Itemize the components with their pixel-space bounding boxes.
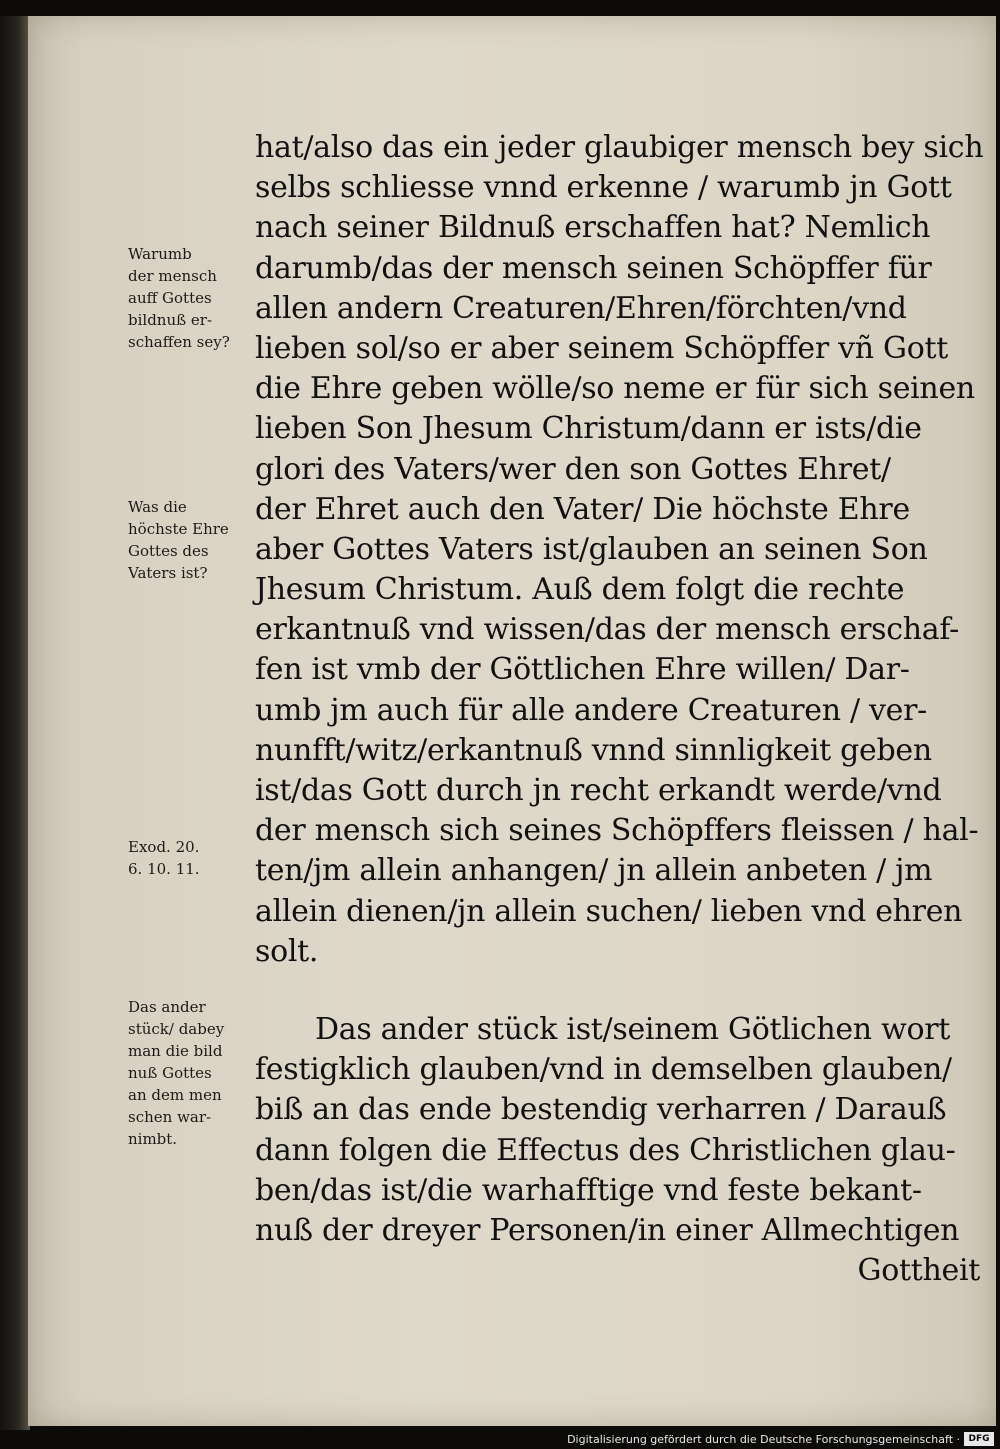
text-line: erkantnuß vnd wissen/das der mensch erschaf- bbox=[255, 612, 959, 648]
main-text-block bbox=[255, 128, 984, 1291]
dfg-logo-icon: DFG bbox=[964, 1432, 994, 1446]
footer-credit: Digitalisierung gefördert durch die Deutsche Forschungsgemeinschaft · bbox=[567, 1433, 960, 1446]
margin-note-line: höchste Ehre bbox=[128, 520, 229, 538]
text-line: solt. bbox=[255, 933, 319, 969]
text-line: aber Gottes Vaters ist/glauben an seinen Son bbox=[255, 531, 928, 567]
margin-note-hoechste-ehre bbox=[128, 496, 258, 584]
text-line: festigklich glauben/vnd in demselben glauben/ bbox=[255, 1052, 952, 1088]
text-line: nunfft/witz/erkantnuß vnnd sinnligkeit geben bbox=[255, 732, 932, 768]
margin-note-line: an dem men bbox=[128, 1086, 222, 1104]
text-line: ben/das ist/die warhafftige vnd feste bekant- bbox=[255, 1172, 922, 1208]
margin-note-line: Gottes des bbox=[128, 542, 209, 560]
text-line: biß an das ende bestendig verharren / Darauß bbox=[255, 1092, 947, 1128]
margin-note-line: Das ander bbox=[128, 998, 206, 1016]
margin-note-exod bbox=[128, 836, 258, 880]
text-line: umb jm auch für alle andere Creaturen / ver- bbox=[255, 692, 928, 728]
margin-note-line: Exod. 20. bbox=[128, 838, 200, 856]
paragraph-gap bbox=[255, 972, 980, 1010]
text-line: die Ehre geben wölle/so neme er für sich seinen bbox=[255, 371, 975, 407]
margin-note-line: man die bild bbox=[128, 1042, 223, 1060]
margin-note-line: Was die bbox=[128, 498, 187, 516]
catchword: Gottheit bbox=[857, 1253, 980, 1289]
text-line: allein dienen/jn allein suchen/ lieben vnd ehren bbox=[255, 893, 963, 929]
text-line: allen andern Creaturen/Ehren/förchten/vnd bbox=[255, 290, 907, 326]
margin-note-line: bildnuß er- bbox=[128, 311, 213, 329]
paragraph-2 bbox=[255, 1010, 980, 1291]
margin-note-line: nuß Gottes bbox=[128, 1064, 212, 1082]
text-line: ten/jm allein anhangen/ jn allein anbeten / jm bbox=[255, 853, 933, 889]
text-line: nach seiner Bildnuß erschaffen hat? Nemlich bbox=[255, 210, 931, 246]
text-line: hat/also das ein jeder glaubiger mensch bey sich bbox=[255, 130, 984, 165]
text-line: ist/das Gott durch jn recht erkandt werde/vnd bbox=[255, 773, 942, 808]
text-line: selbs schliesse vnnd erkenne / warumb jn Gott bbox=[255, 170, 952, 206]
text-line: der Ehret auch den Vater/ Die höchste Ehre bbox=[255, 491, 910, 527]
margin-note-line: 6. 10. 11. bbox=[128, 860, 200, 878]
margin-note-line: stück/ dabey bbox=[128, 1020, 225, 1038]
margin-note-warumb bbox=[128, 243, 258, 353]
text-line: nuß der dreyer Personen/in einer Allmechtigen bbox=[255, 1212, 960, 1248]
text-line: Das ander stück ist/seinem Götlichen wort bbox=[315, 1011, 951, 1047]
text-line: glori des Vaters/wer den son Gottes Ehret/ bbox=[255, 451, 891, 487]
text-line: lieben Son Jhesum Christum/dann er ists/die bbox=[255, 411, 922, 447]
margin-note-line: schen war- bbox=[128, 1108, 212, 1126]
margin-note-line: nimbt. bbox=[128, 1130, 178, 1148]
margin-note-ander-stueck bbox=[128, 996, 258, 1150]
book-gutter-shadow bbox=[0, 16, 30, 1436]
footer-bar bbox=[0, 1430, 1000, 1449]
paragraph-1 bbox=[255, 128, 984, 972]
margin-note-line: Warumb bbox=[128, 245, 192, 263]
text-line: fen ist vmb der Göttlichen Ehre willen/ Dar- bbox=[255, 652, 910, 688]
text-line: lieben sol/so er aber seinem Schöpffer vñ Gott bbox=[255, 330, 948, 366]
text-line: darumb/das der mensch seinen Schöpffer für bbox=[255, 250, 932, 286]
text-line: der mensch sich seines Schöpffers fleissen / hal- bbox=[255, 813, 979, 849]
margin-note-line: schaffen sey? bbox=[128, 333, 230, 351]
text-line: Jhesum Christum. Auß dem folgt die rechte bbox=[255, 572, 905, 608]
margin-note-line: Vaters ist? bbox=[128, 564, 208, 582]
margin-note-line: auff Gottes bbox=[128, 289, 212, 307]
text-line: dann folgen die Effectus des Christlichen glau- bbox=[255, 1132, 956, 1168]
margin-note-line: der mensch bbox=[128, 267, 217, 285]
